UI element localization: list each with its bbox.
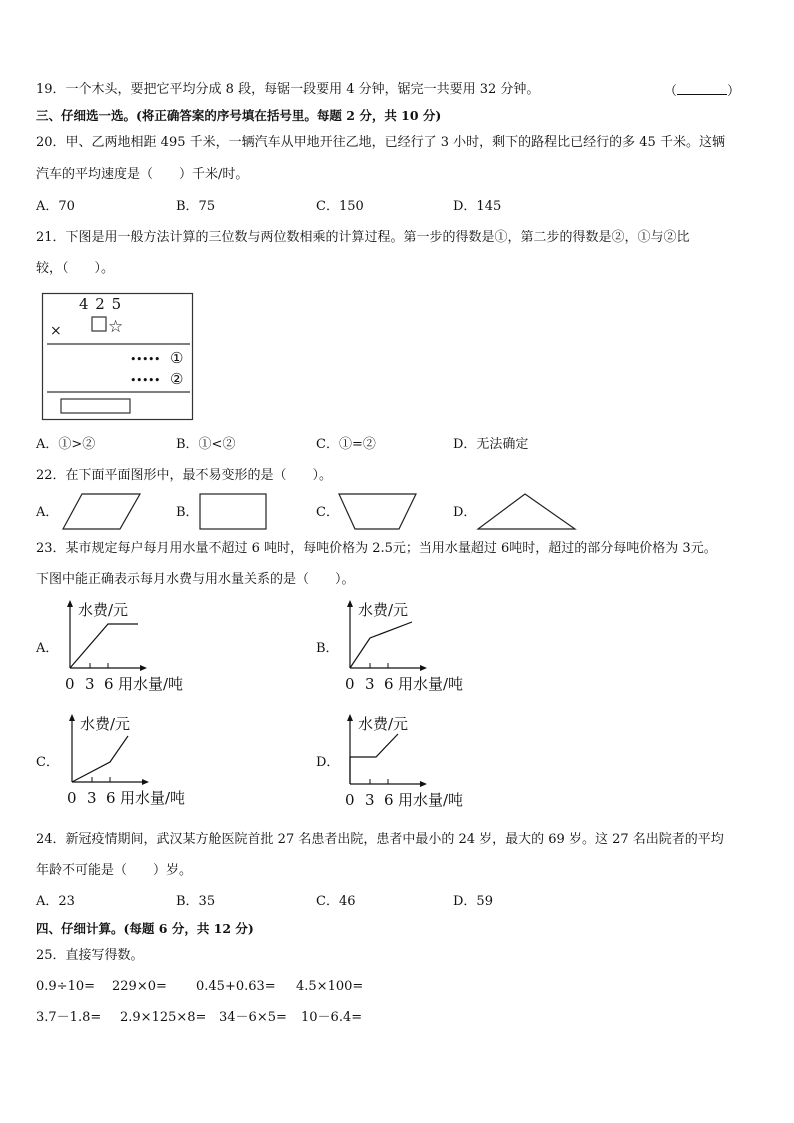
q21-dots-2: ••••• <box>130 374 160 387</box>
q23-graph-c-xlabel: 用水量/吨 <box>120 789 186 807</box>
q23-graph-a-line <box>70 624 138 668</box>
q23-graph-b-xlabel: 用水量/吨 <box>398 675 464 693</box>
q23-graph-d-tick6: 6 <box>384 791 394 809</box>
q24-line2: 年龄不可能是（ ）岁。 <box>36 863 193 878</box>
q25-line1: 25．直接写得数。 <box>36 948 144 963</box>
q24-option-d[interactable]: D．59 <box>453 894 493 909</box>
q22-option-c[interactable]: C． <box>316 505 339 520</box>
q20-option-a[interactable]: A．70 <box>36 199 75 214</box>
q20-option-b[interactable]: B．75 <box>176 199 216 214</box>
q23-graph-b-tick0: 0 <box>345 675 355 693</box>
q22-triangle-shape <box>477 493 577 531</box>
q23-graph-c-tick3: 3 <box>87 789 97 807</box>
q23-option-b[interactable]: B． <box>316 641 339 656</box>
q22-trapezoid-shape <box>338 493 418 531</box>
q21-option-c[interactable]: C．①=② <box>316 437 376 452</box>
q21-times-sign: × <box>50 323 62 339</box>
q23-option-c[interactable]: C． <box>36 755 59 770</box>
q23-graph-b-line <box>350 622 412 668</box>
q24-line1: 24．新冠疫情期间，武汉某方舱医院首批 27 名患者出院，患者中最小的 24 岁，最大的 69 岁。这 27 名出院者的平均 <box>36 832 724 847</box>
q23-graph-d-xlabel: 用水量/吨 <box>398 791 464 809</box>
q23-line2: 下图中能正确表示每月水费与用水量关系的是（ ）。 <box>36 572 355 587</box>
q19-paren-close: ） <box>727 84 741 99</box>
q23-option-a[interactable]: A． <box>36 641 59 656</box>
q21-option-d[interactable]: D．无法确定 <box>453 437 529 452</box>
q20-option-d[interactable]: D．145 <box>453 199 502 214</box>
q23-graph-a-xlabel: 用水量/吨 <box>118 675 184 693</box>
q23-graph-c-tick0: 0 <box>67 789 77 807</box>
q21-answer-box <box>61 399 130 413</box>
q23-graph-a-tick0: 0 <box>65 675 75 693</box>
q23-graph-c <box>62 712 212 810</box>
q19-blank-line[interactable] <box>677 82 727 95</box>
q22-option-b[interactable]: B． <box>176 505 199 520</box>
q23-line1: 23．某市规定每户每月用水量不超过 6 吨时，每吨价格为 2.5元；当用水量超过 6吨时，超过的部分每吨价格为 3元。 <box>36 541 717 556</box>
section3-heading: 三、仔细选一选。(将正确答案的序号填在括号里。每题 2 分，共 10 分) <box>36 108 442 123</box>
q19-text: 19．一个木头，要把它平均分成 8 段，每锯一段要用 4 分钟，锯完一共要用 32 分钟。 <box>36 82 540 97</box>
q21-option-b[interactable]: B．①<② <box>176 437 236 452</box>
q21-mark-2: ② <box>170 370 184 388</box>
q23-graph-b-ylabel: 水费/元 <box>358 601 409 619</box>
q25-row2-item2: 2.9×125×8= <box>120 1010 207 1025</box>
q21-multiplication-figure <box>42 293 193 420</box>
q21-line2: 较，（ ）。 <box>36 261 115 276</box>
q21-dots-1: ••••• <box>130 353 160 366</box>
q25-row2-item3: 34－6×5= <box>219 1010 287 1025</box>
q21-multiplicand: 4 2 5 <box>79 295 123 313</box>
q23-graph-b-tick3: 3 <box>365 675 375 693</box>
q23-graph-c-line <box>72 736 128 782</box>
q22-option-a[interactable]: A． <box>36 505 59 520</box>
q25-row2-item4: 10－6.4= <box>301 1010 363 1025</box>
q23-graph-b-tick6: 6 <box>384 675 394 693</box>
q23-graph-d-tick3: 3 <box>365 791 375 809</box>
q23-graph-a-tick6: 6 <box>104 675 114 693</box>
q25-row1-item3: 0.45+0.63= <box>196 979 276 994</box>
q20-line2: 汽车的平均速度是（ ）千米/时。 <box>36 167 249 182</box>
q23-graph-d <box>340 712 490 810</box>
q23-graph-a-tick3: 3 <box>85 675 95 693</box>
q23-graph-a <box>60 598 210 696</box>
q22-line1: 22．在下面平面图形中，最不易变形的是（ ）。 <box>36 468 333 483</box>
q25-row1-item2: 229×0= <box>112 979 167 994</box>
q23-graph-a-ylabel: 水费/元 <box>78 601 129 619</box>
q19-paren-open: （ <box>664 84 678 99</box>
q20-line1: 20．甲、乙两地相距 495 千米，一辆汽车从甲地开往乙地，已经行了 3 小时，剩下的路程比已经行的多 45 千米。这辆 <box>36 135 725 150</box>
q22-parallelogram-shape <box>62 493 142 531</box>
q21-mark-1: ① <box>170 349 184 367</box>
q22-rectangle-shape <box>199 493 268 531</box>
q23-graph-d-line <box>350 734 398 784</box>
q25-row1-item4: 4.5×100= <box>296 979 364 994</box>
q21-star-icon: ☆ <box>108 317 124 337</box>
q21-line1: 21．下图是用一般方法计算的三位数与两位数相乘的计算过程。第一步的得数是①，第二步的得数是②，①与②比 <box>36 230 690 245</box>
q21-square-box <box>92 317 106 331</box>
q21-option-a[interactable]: A．①>② <box>36 437 96 452</box>
q25-row2-item1: 3.7－1.8= <box>36 1010 102 1025</box>
q23-option-d[interactable]: D． <box>316 755 340 770</box>
q23-graph-c-ylabel: 水费/元 <box>80 715 131 733</box>
q25-row1-item1: 0.9÷10= <box>36 979 96 994</box>
q24-option-a[interactable]: A．23 <box>36 894 75 909</box>
q23-graph-c-tick6: 6 <box>106 789 116 807</box>
q20-option-c[interactable]: C．150 <box>316 199 364 214</box>
q19-answer-blank[interactable] <box>664 82 740 100</box>
q22-option-d[interactable]: D． <box>453 505 477 520</box>
q23-graph-d-ylabel: 水费/元 <box>358 715 409 733</box>
q24-option-c[interactable]: C．46 <box>316 894 356 909</box>
q23-graph-b <box>340 598 490 696</box>
q23-graph-d-tick0: 0 <box>345 791 355 809</box>
q24-option-b[interactable]: B．35 <box>176 894 216 909</box>
section4-heading: 四、仔细计算。(每题 6 分，共 12 分) <box>36 921 254 936</box>
